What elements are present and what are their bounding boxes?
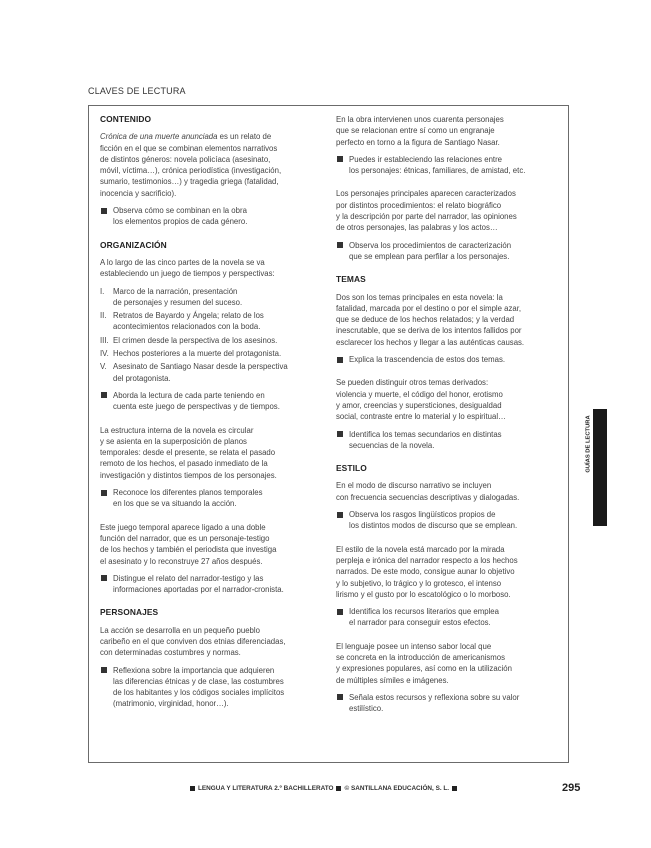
organizacion-bullet-3: Distingue el relato del narrador-testigo y las informaciones aportadas por el narrador-cronista. [100,573,320,596]
list-text: El crimen desde la perspectiva de los asesinos. [113,335,278,345]
temas-paragraph-1: Dos son los temas principales en esta novela: la fatalidad, marcada por el destino o por el simple azar, que se deduce de los hechos relatados; y la verdad inescrutable, que se deriva de los intentos fallidos por esclarecer los hechos y llegar a las auténticas causas. [336,292,525,347]
list-number: III. [100,335,109,345]
heading-personajes: PERSONAJES [100,607,159,618]
list-number: II. [100,311,107,321]
list-number: IV. [100,349,109,359]
list-item [100,361,320,384]
personajes-bullet-3: Observa los procedimientos de caracterización que se emplean para perfilar a los personajes. [336,240,552,263]
footer-copyright: © SANTILLANA EDUCACIÓN, S. L. [344,785,450,792]
estilo-bullet-2: Identifica los recursos literarios que emplea el narrador para conseguir estos efectos. [336,606,552,629]
contenido-bullet: Observa cómo se combinan en la obra los elementos propios de cada género. [100,205,320,228]
personajes-bullet-2: Puedes ir estableciendo las relaciones entre los personajes: étnicas, familiares, de amistad, etc. [336,154,552,177]
estilo-paragraph-2: El estilo de la novela está marcado por la mirada perpleja e irónica del narrador respecto a los hechos narrados. De este modo, consigue aunar lo objetivo y lo subjetivo, lo trágico y lo grotesco, el intenso lirismo y el gusto por lo escatológico o lo morboso. [336,544,518,599]
contenido-paragraph-text: es un relato de ficción en el que se combinan elementos narrativos de distintos géneros: novela policíaca (asesinato, móvil, víctima…), crónica periodística (investigación, sumario, testimonios…) y tragedia griega (fatalidad, inocencia y sacrificio). [100,132,282,198]
organizacion-paragraph-1: A lo largo de las cinco partes de la novela se va estableciendo un juego de tiempos y perspectivas: [100,257,275,279]
heading-contenido: CONTENIDO [100,114,152,124]
heading-temas: TEMAS [336,274,366,285]
left-column [100,114,320,716]
sidebar-label: GUÍAS DE LECTURA [586,415,593,473]
estilo-bullet-1: Observa los rasgos lingüísticos propios de los distintos modos de discurso que se emplean. [336,509,552,532]
list-number: I. [100,286,105,296]
list-number: V. [100,362,107,372]
list-item [100,286,320,309]
organizacion-bullet-1: Aborda la lectura de cada parte teniendo en cuenta este juego de perspectivas y de tiempos. [100,390,320,413]
footer-book: LENGUA Y LITERATURA 2.º BACHILLERATO [198,785,334,792]
square-bullet-icon [452,786,457,791]
list-text: Retratos de Bayardo y Ángela; relato de los acontecimientos relacionados con la boda. [113,311,264,332]
estilo-bullet-3: Señala estos recursos y reflexiona sobre su valor estilístico. [336,692,552,715]
page-number: 295 [562,782,581,794]
list-item [100,348,320,359]
personajes-bullet: Reflexiona sobre la importancia que adquieren las diferencias étnicas y de clase, las costumbres de los habitantes y los códigos sociales implícitos (matrimonio, virginidad, honor…). [100,665,320,710]
list-text: Asesinato de Santiago Nasar desde la perspectiva del protagonista. [113,362,288,383]
list-item [100,310,320,333]
personajes-paragraph: La acción se desarrolla en un pequeño pueblo caribeño en el que conviven dos etnias diferenciadas, con determinadas costumbres y normas. [100,625,286,658]
footer [190,785,457,792]
personajes-paragraph-3: Los personajes principales aparecen caracterizados por distintos procedimientos: el relato biográfico y la descripción por parte del narrador, las opiniones de otros personajes, las palabras y los actos… [336,189,517,233]
organizacion-bullet-2: Reconoce los diferentes planos temporales en los que se va situando la acción. [100,487,320,510]
temas-bullet-1: Explica la trascendencia de estos dos temas. [336,354,552,365]
list-text: Marco de la narración, presentación de personajes y resumen del suceso. [113,286,243,307]
temas-paragraph-2: Se pueden distinguir otros temas derivados: violencia y muerte, el código del honor, erotismo y amor, creencias y supersticiones, desigualdad social, contraste entre lo material y lo espiritual… [336,378,506,422]
list-item [100,335,320,346]
right-column [336,114,552,720]
heading-organizacion: ORGANIZACIÓN [100,239,167,250]
square-bullet-icon [336,786,341,791]
parts-list [100,286,320,384]
heading-estilo: ESTILO [336,463,367,474]
personajes-paragraph-2: En la obra intervienen unos cuarenta personajes que se relacionan entre sí como un engranaje perfecto en torno a la figura de Santiago Nasar. [336,115,504,147]
contenido-paragraph [100,131,320,199]
sidebar-tab-bar [593,409,607,526]
organizacion-paragraph-2: La estructura interna de la novela es circular y se asienta en la superposición de planos temporales: desde el presente, se relata el pasado remoto de los hechos, el pasado inmediato de la investigación y distintos tiempos de los personajes. [100,425,277,480]
temas-bullet-2: Identifica los temas secundarios en distintas secuencias de la novela. [336,429,552,452]
page-header: CLAVES DE LECTURA [88,86,186,96]
estilo-paragraph-1: En el modo de discurso narrativo se incluyen con frecuencia secuencias descriptivas y dialogadas. [336,481,520,502]
square-bullet-icon [190,786,195,791]
list-text: Hechos posteriores a la muerte del protagonista. [113,349,282,359]
book-title: Crónica de una muerte anunciada [100,132,218,142]
organizacion-paragraph-3: Este juego temporal aparece ligado a una doble función del narrador, que es un personaje-testigo de los hechos y también el periodista que investiga el asesinato y lo reconstruye 27 años después. [100,522,277,566]
estilo-paragraph-3: El lenguaje posee un intenso sabor local que se concreta en la introducción de americanismos y expresiones populares, así como en la utilización de múltiples símiles e imágenes. [336,641,512,685]
